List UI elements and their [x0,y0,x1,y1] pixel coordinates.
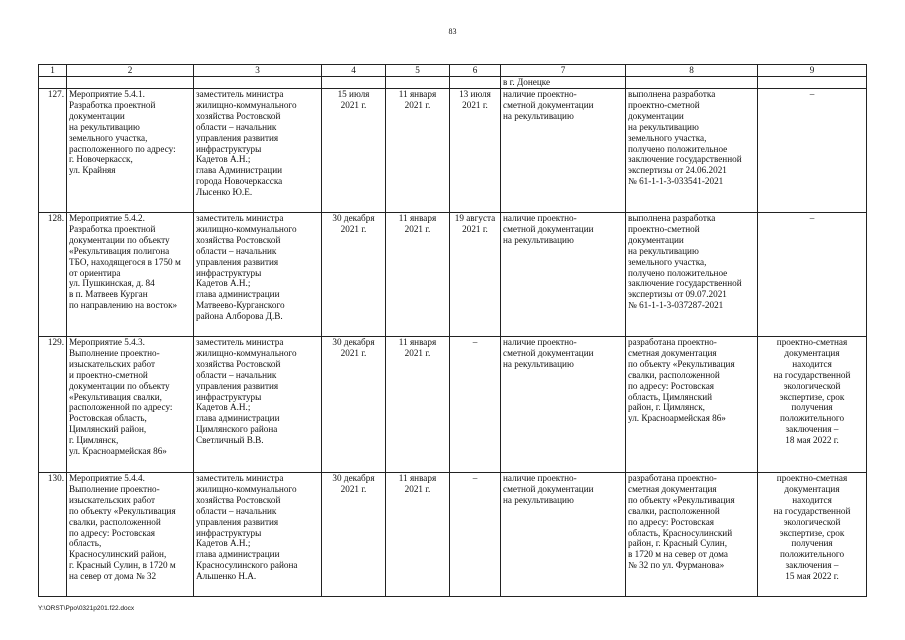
continuation-text: в г. Донецке [501,77,626,89]
event-cell: Мероприятие 5.4.1. Разработка проектной документации на рекультивацию земельного участка, расположенного по адресу: г. Новочеркасск, ул. Крайняя [67,89,194,213]
event-cell: Мероприятие 5.4.2. Разработка проектной документации по объекту «Рекультивация полигона ТБО, находящегося в 1750 м от ориентира ул. Пушкинская, д. 84 в п. Матвеев Курган по направлению на восток» [67,213,194,337]
row-number: 128. [39,213,67,337]
responsible-cell: заместитель министра жилищно-коммунального хозяйства Ростовской области – начальник управления развития инфраструктуры Кадетов А.Н.; глава администрации Цимлянского района Светличный В.В. [194,337,322,473]
actual-result-cell: разработана проектно- сметная документация по объекту «Рекультивация свалки, расположенной по адресу: Ростовская область, Красносулинский район, г. Красный Сулин, в 1720 м на север от дома № 32 по ул. Фурманова» [626,473,758,597]
expected-result-cell: наличие проектно- сметной документации на рекультивацию [501,89,626,213]
start-date-cell: 11 января 2021 г. [386,89,450,213]
col-header-8: 8 [626,65,758,77]
reason-cell: проектно-сметная документация находится на государственной экологической экспертизе, срок получения положительного заключения – 18 мая 2022 г. [758,337,867,473]
report-table [38,64,867,597]
planned-date-cell: 30 декабря 2021 г. [322,473,386,597]
actual-date-cell: – [450,473,501,597]
reason-cell: проектно-сметная документация находится на государственной экологической экспертизе, срок получения положительного заключения – 15 мая 2022 г. [758,473,867,597]
expected-result-cell: наличие проектно- сметной документации на рекультивацию [501,337,626,473]
actual-date-cell: 13 июля 2021 г. [450,89,501,213]
actual-date-cell: – [450,337,501,473]
col-header-2: 2 [67,65,194,77]
page-number: 83 [448,27,457,36]
col-header-3: 3 [194,65,322,77]
col-header-1: 1 [39,65,67,77]
file-path-footer: Y:\ORST\Ppo\0321p201.f22.docx [38,605,135,612]
column-number-row [39,65,867,77]
responsible-cell: заместитель министра жилищно-коммунального хозяйства Ростовской области – начальник управления развития инфраструктуры Кадетов А.Н.; глава Администрации города Новочеркасска Лысенко Ю.Е. [194,89,322,213]
responsible-cell: заместитель министра жилищно-коммунального хозяйства Ростовской области – начальник управления развития инфраструктуры Кадетов А.Н.; глава администрации Красносулинского района Альшенко Н.А. [194,473,322,597]
planned-date-cell: 30 декабря 2021 г. [322,337,386,473]
table-row [39,213,867,337]
expected-result-cell: наличие проектно- сметной документации на рекультивацию [501,473,626,597]
actual-result-cell: выполнена разработка проектно-сметной документации на рекультивацию земельного участка, получено положительное заключение государственной экспертизы от 09.07.2021 № 61-1-1-3-037287-2021 [626,213,758,337]
event-cell: Мероприятие 5.4.4. Выполнение проектно- изыскательских работ по объекту «Рекультивация свалки, расположенной по адресу: Ростовская область, Красносулинский район, г. Красный Сулин, в 1720 м на север от дома № 32 [67,473,194,597]
row-number: 130. [39,473,67,597]
table-row [39,337,867,473]
row-number: 127. [39,89,67,213]
responsible-cell: заместитель министра жилищно-коммунального хозяйства Ростовской области – начальник управления развития инфраструктуры Кадетов А.Н.; глава администрации Матвеево-Курганского района Алборова Д.В. [194,213,322,337]
expected-result-cell: наличие проектно- сметной документации на рекультивацию [501,213,626,337]
reason-cell: – [758,213,867,337]
start-date-cell: 11 января 2021 г. [386,213,450,337]
reason-cell: – [758,89,867,213]
col-header-9: 9 [758,65,867,77]
row-number: 129. [39,337,67,473]
col-header-5: 5 [386,65,450,77]
col-header-6: 6 [450,65,501,77]
continuation-row [39,77,867,89]
start-date-cell: 11 января 2021 г. [386,473,450,597]
planned-date-cell: 15 июля 2021 г. [322,89,386,213]
event-cell: Мероприятие 5.4.3. Выполнение проектно- изыскательских работ и проектно-сметной документации по объекту «Рекультивация свалки, расположенной по адресу: Ростовская область, Цимлянский район, г. Цимлянск, ул. Красноармейская 86» [67,337,194,473]
actual-date-cell: 19 августа 2021 г. [450,213,501,337]
start-date-cell: 11 января 2021 г. [386,337,450,473]
planned-date-cell: 30 декабря 2021 г. [322,213,386,337]
table-row [39,89,867,213]
col-header-7: 7 [501,65,626,77]
actual-result-cell: выполнена разработка проектно-сметной документации на рекультивацию земельного участка, получено положительное заключение государственной экспертизы от 24.06.2021 № 61-1-1-3-033541-2021 [626,89,758,213]
actual-result-cell: разработана проектно- сметная документация по объекту «Рекультивация свалки, расположенной по адресу: Ростовская область, Цимлянский район, г. Цимлянск, ул. Красноармейская 86» [626,337,758,473]
col-header-4: 4 [322,65,386,77]
table-row [39,473,867,597]
